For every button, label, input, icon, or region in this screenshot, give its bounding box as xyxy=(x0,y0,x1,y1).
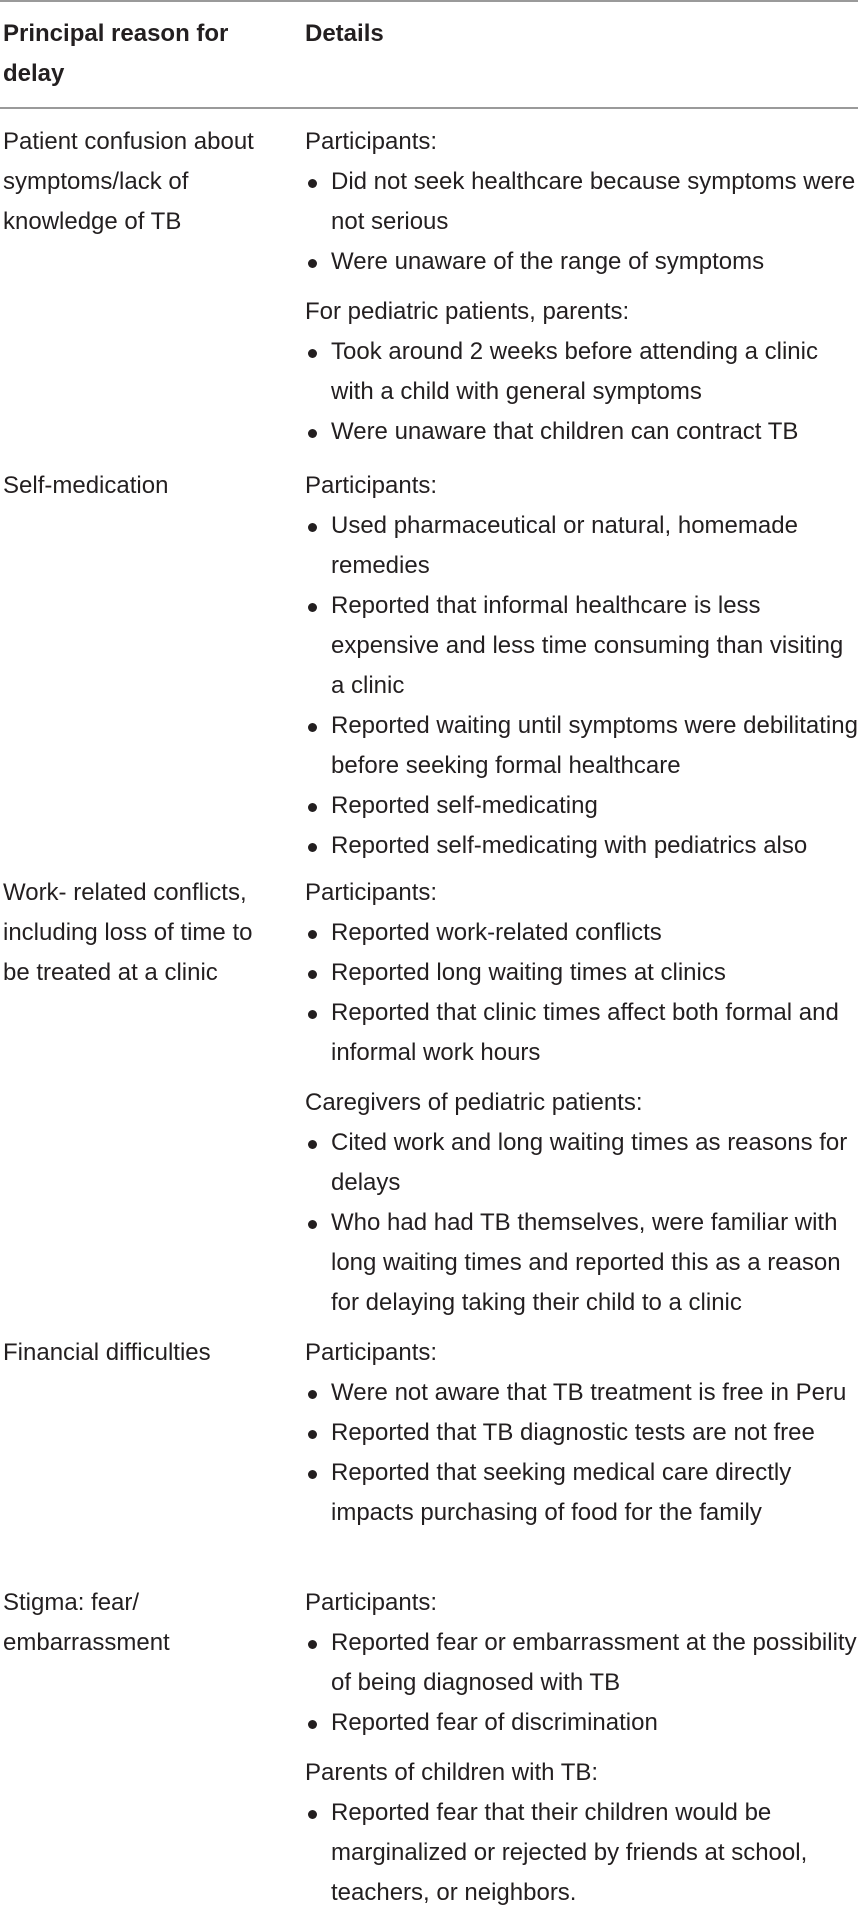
bullet-icon xyxy=(308,259,317,268)
list-item xyxy=(305,586,858,706)
details-group xyxy=(305,1083,858,1323)
bullet-icon xyxy=(308,970,317,979)
list-item-text: Reported fear that their children would be marginalized or rejected by friends at school, teachers, or neighbors. xyxy=(331,1799,808,1906)
group-intro: Participants: xyxy=(305,879,438,906)
group-intro: For pediatric patients, parents: xyxy=(305,298,630,325)
bullet-list xyxy=(305,332,858,452)
bullet-icon xyxy=(308,603,317,612)
list-item xyxy=(305,242,858,282)
list-item xyxy=(305,706,858,786)
bullet-icon xyxy=(308,1140,317,1149)
column-header-details: Details xyxy=(305,20,384,47)
list-item xyxy=(305,1793,858,1913)
list-item-text: Reported work-related conflicts xyxy=(331,919,662,946)
bullet-list xyxy=(305,162,858,282)
bullet-icon xyxy=(308,1220,317,1229)
bullet-list xyxy=(305,1123,858,1323)
bullet-icon xyxy=(308,1810,317,1819)
list-item xyxy=(305,786,858,826)
list-item-text: Reported fear of discrimination xyxy=(331,1709,658,1736)
bullet-icon xyxy=(308,179,317,188)
list-item xyxy=(305,826,858,866)
bullet-icon xyxy=(308,1640,317,1649)
list-item xyxy=(305,162,858,242)
list-item-text: Reported that seeking medical care directly impacts purchasing of food for the family xyxy=(331,1459,792,1526)
list-item xyxy=(305,506,858,586)
reason-cell: Self-medication xyxy=(3,472,169,499)
details-cell xyxy=(305,1333,858,1533)
list-item-text: Were not aware that TB treatment is free in Peru xyxy=(331,1379,847,1406)
list-item xyxy=(305,1413,858,1453)
table-top-rule xyxy=(0,0,858,2)
details-cell xyxy=(305,1583,858,1913)
details-group xyxy=(305,1753,858,1913)
list-item-text: Were unaware of the range of symptoms xyxy=(331,248,765,275)
list-item xyxy=(305,1203,858,1323)
bullet-icon xyxy=(308,803,317,812)
bullet-icon xyxy=(308,523,317,532)
list-item-text: Reported self-medicating with pediatrics also xyxy=(331,832,808,859)
list-item xyxy=(305,913,858,953)
details-group xyxy=(305,122,858,282)
reason-cell: Stigma: fear/ embarrassment xyxy=(3,1589,170,1656)
bullet-icon xyxy=(308,843,317,852)
details-cell xyxy=(305,122,858,452)
bullet-icon xyxy=(308,930,317,939)
group-intro: Participants: xyxy=(305,472,438,499)
list-item xyxy=(305,332,858,412)
list-item xyxy=(305,953,858,993)
group-intro: Participants: xyxy=(305,128,438,155)
column-header-reason: Principal reason for delay xyxy=(3,20,229,87)
group-intro: Parents of children with TB: xyxy=(305,1759,599,1786)
bullet-list xyxy=(305,506,858,866)
list-item-text: Were unaware that children can contract TB xyxy=(331,418,799,445)
bullet-icon xyxy=(308,429,317,438)
details-group xyxy=(305,1333,858,1533)
list-item xyxy=(305,412,858,452)
bullet-icon xyxy=(308,1390,317,1399)
bullet-icon xyxy=(308,723,317,732)
list-item-text: Took around 2 weeks before attending a clinic with a child with general symptoms xyxy=(331,338,818,405)
bullet-icon xyxy=(308,1430,317,1439)
list-item-text: Reported that TB diagnostic tests are not free xyxy=(331,1419,815,1446)
list-item-text: Did not seek healthcare because symptoms were not serious xyxy=(331,168,856,235)
bullet-icon xyxy=(308,1470,317,1479)
bullet-list xyxy=(305,1623,858,1743)
group-intro: Participants: xyxy=(305,1589,438,1616)
details-group xyxy=(305,292,858,452)
details-group xyxy=(305,1583,858,1743)
list-item-text: Who had had TB themselves, were familiar with long waiting times and reported this as a reason for delaying taking their child to a clinic xyxy=(331,1209,841,1316)
bullet-list xyxy=(305,1373,858,1533)
header-rule xyxy=(0,107,858,109)
group-intro: Participants: xyxy=(305,1339,438,1366)
list-item-text: Used pharmaceutical or natural, homemade remedies xyxy=(331,512,798,579)
reason-cell: Financial difficulties xyxy=(3,1339,211,1366)
list-item xyxy=(305,1123,858,1203)
reason-cell: Work- related conflicts, including loss of time to be treated at a clinic xyxy=(3,879,253,986)
bullet-icon xyxy=(308,349,317,358)
bullet-icon xyxy=(308,1010,317,1019)
list-item-text: Cited work and long waiting times as reasons for delays xyxy=(331,1129,848,1196)
details-cell xyxy=(305,873,858,1323)
details-group xyxy=(305,466,858,866)
list-item xyxy=(305,1703,858,1743)
list-item-text: Reported self-medicating xyxy=(331,792,598,819)
list-item-text: Reported long waiting times at clinics xyxy=(331,959,726,986)
details-cell xyxy=(305,466,858,866)
bullet-list xyxy=(305,1793,858,1913)
details-group xyxy=(305,873,858,1073)
reason-cell: Patient confusion about symptoms/lack of knowledge of TB xyxy=(3,128,254,235)
list-item-text: Reported waiting until symptoms were debilitating before seeking formal healthcare xyxy=(331,712,858,779)
list-item xyxy=(305,1453,858,1533)
list-item-text: Reported that clinic times affect both formal and informal work hours xyxy=(331,999,839,1066)
bullet-icon xyxy=(308,1720,317,1729)
list-item xyxy=(305,993,858,1073)
list-item xyxy=(305,1623,858,1703)
group-intro: Caregivers of pediatric patients: xyxy=(305,1089,643,1116)
list-item-text: Reported that informal healthcare is less expensive and less time consuming than visiting a clinic xyxy=(331,592,844,699)
list-item xyxy=(305,1373,858,1413)
list-item-text: Reported fear or embarrassment at the possibility of being diagnosed with TB xyxy=(331,1629,857,1696)
bullet-list xyxy=(305,913,858,1073)
